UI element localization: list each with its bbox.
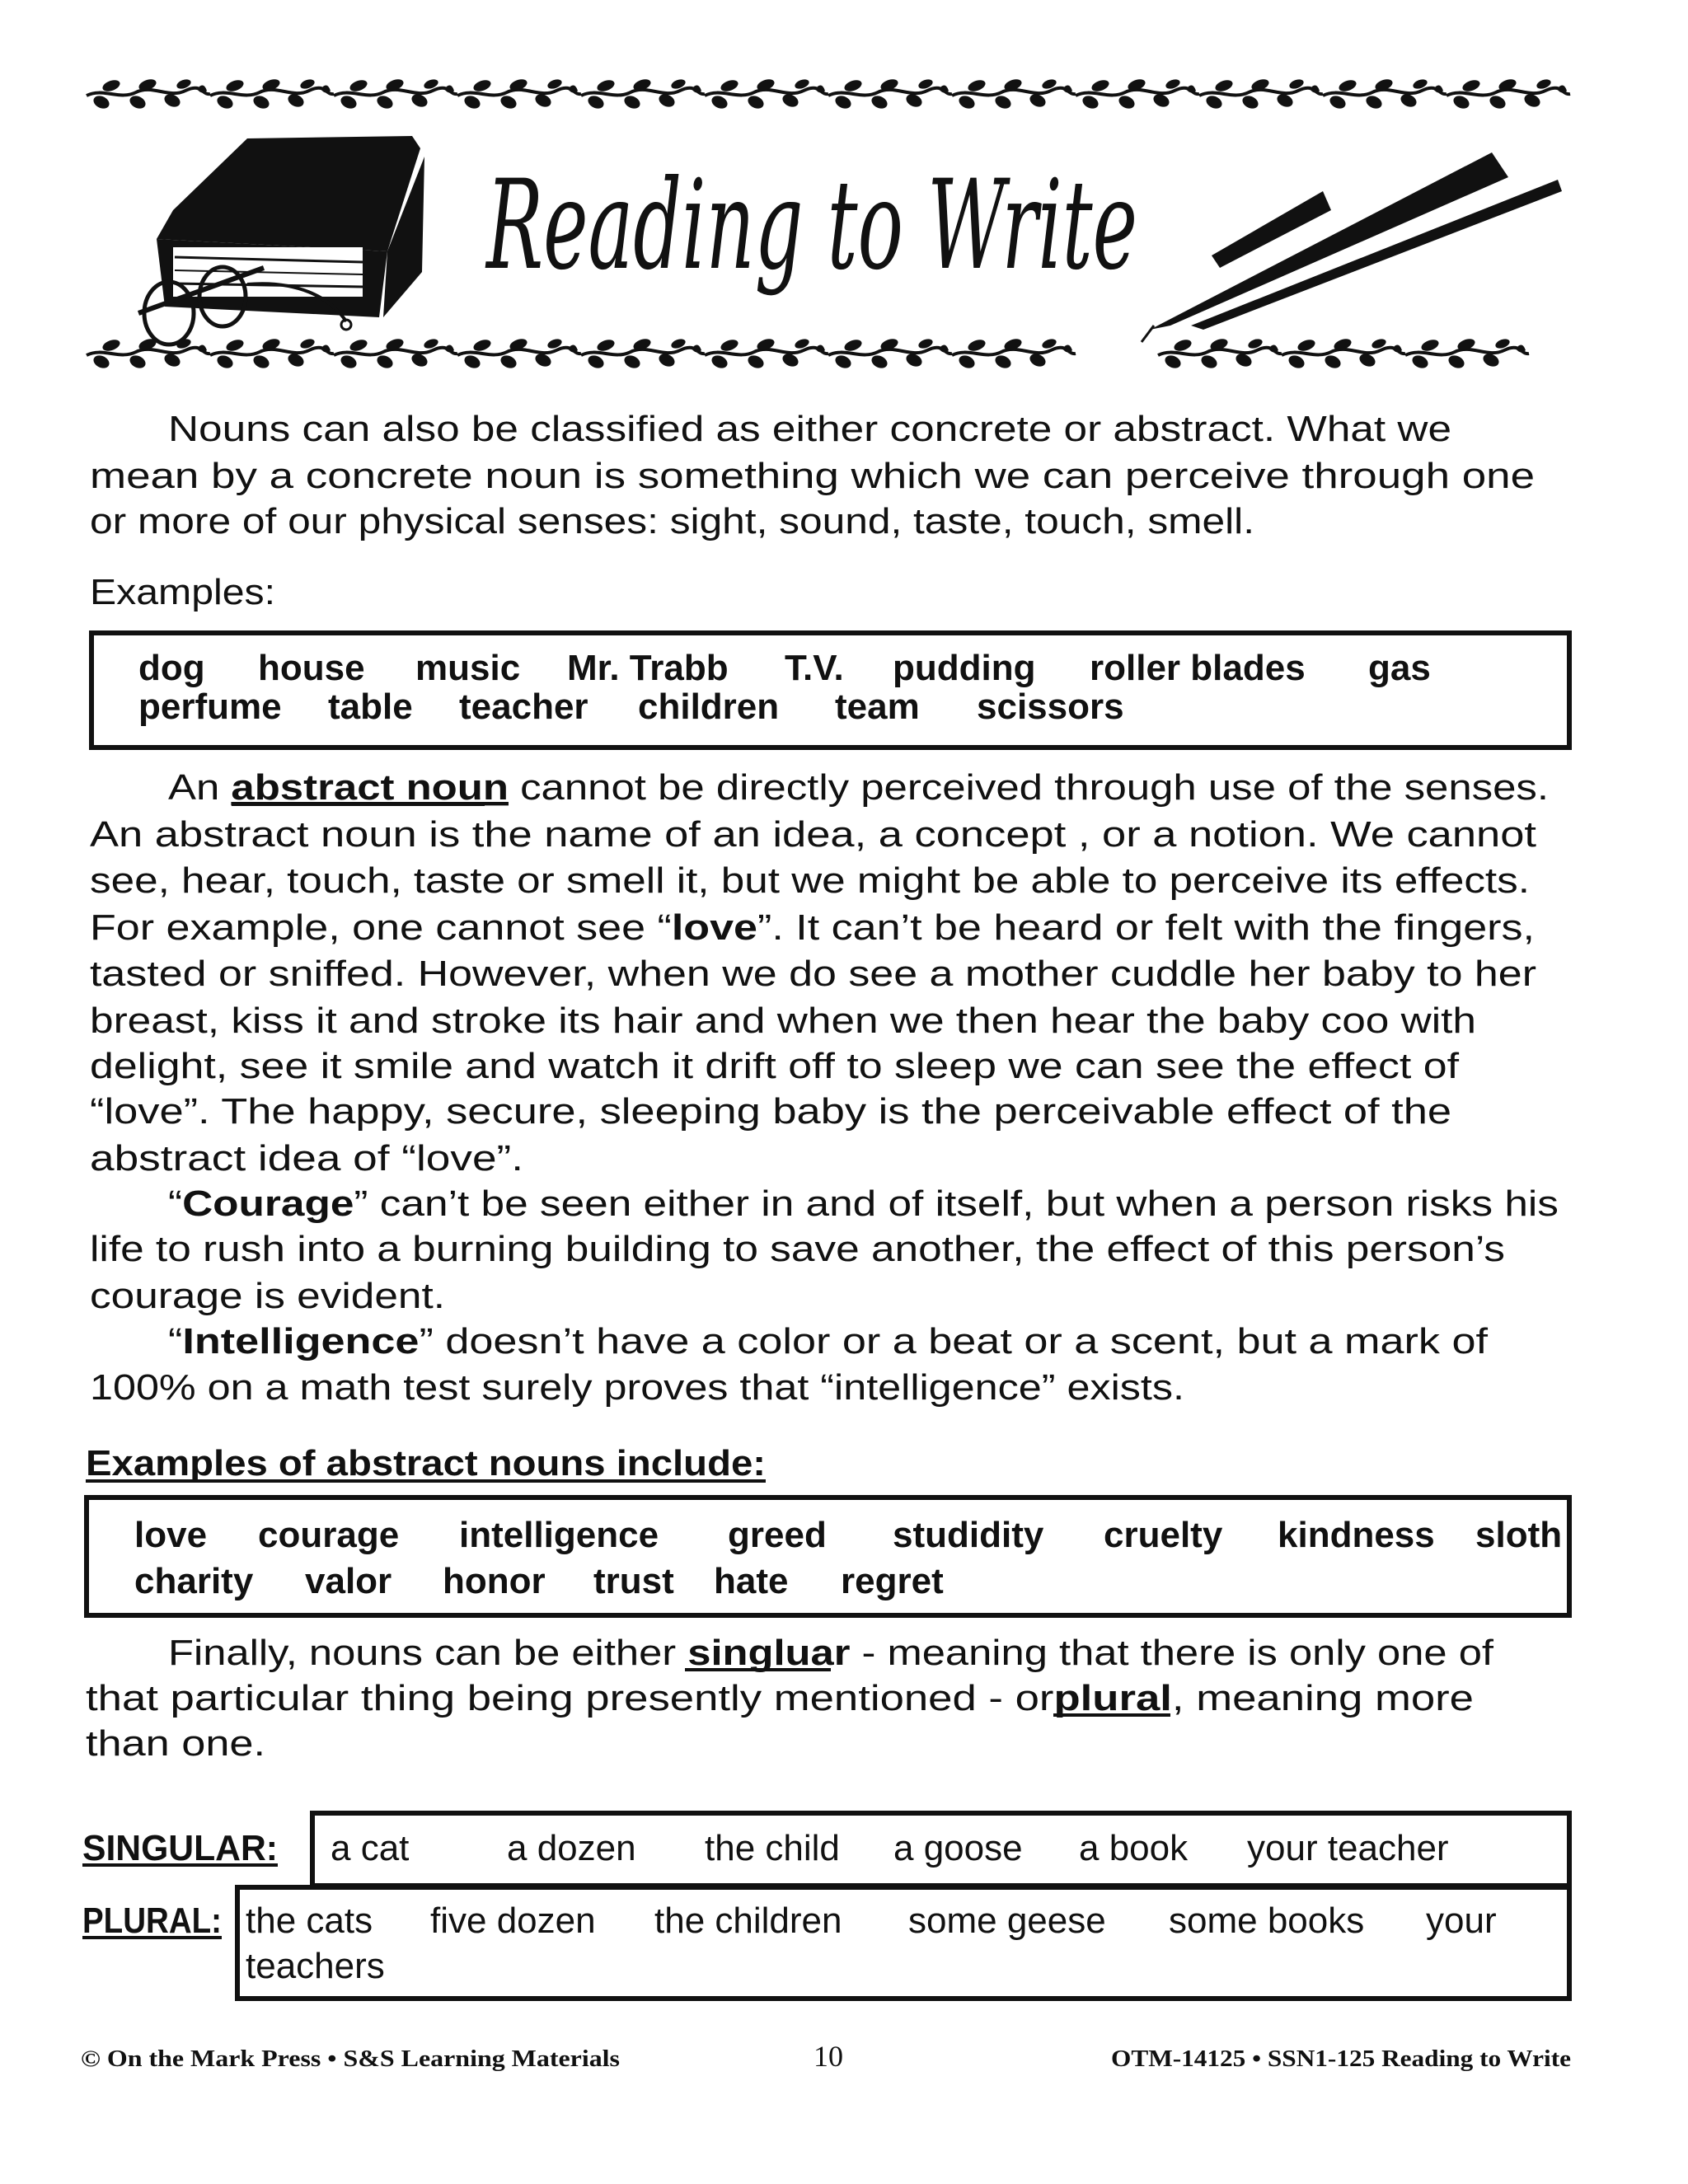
singular-plural-table xyxy=(82,1813,1569,1999)
text-run: Finally, nouns can be either xyxy=(168,1633,620,1673)
concrete-noun: music xyxy=(415,648,521,688)
text-run: ”. It can’t be heard or felt with the fingers, xyxy=(757,907,1415,948)
plural-item: the cats xyxy=(246,1900,373,1941)
concrete-noun: teacher xyxy=(459,687,588,727)
courage-line xyxy=(168,1183,1559,1224)
abstract-line: abstract idea of “love”. xyxy=(90,1138,523,1179)
plural-item: some books xyxy=(1169,1900,1365,1941)
abstract-noun: greed xyxy=(728,1515,827,1555)
abstract-noun: honor xyxy=(443,1561,546,1601)
text-run: “ xyxy=(168,1183,181,1224)
abstract-nouns-box xyxy=(87,1497,1569,1615)
bold-term-courage: Courage xyxy=(182,1183,330,1224)
footer-publisher: © On the Mark Press • S&S Learning Materials xyxy=(81,2046,621,2072)
abstract-line xyxy=(90,907,1535,948)
abstract-noun: charity xyxy=(134,1561,254,1601)
concrete-nouns-box xyxy=(91,633,1569,748)
intelligence-line: 100% on a math test surely proves that “intelligence” exists. xyxy=(90,1367,1185,1408)
singular-item: a goose xyxy=(893,1828,1023,1868)
concrete-noun: team xyxy=(835,687,920,727)
text-run: - meaning that there is only one of xyxy=(850,1633,1409,1673)
plural-item-wrap: teachers xyxy=(246,1946,385,1986)
concrete-noun: T.V. xyxy=(785,648,844,688)
abstract-noun: love xyxy=(134,1515,208,1555)
abstract-noun: intelligence xyxy=(459,1515,659,1555)
plural-term: plural xyxy=(1053,1678,1153,1718)
abstract-noun: valor xyxy=(305,1561,392,1601)
singular-item: a dozen xyxy=(507,1828,636,1868)
svg-text:charity valor xyxy=(134,1561,944,1601)
book-with-spectacles-icon xyxy=(138,136,424,344)
page-number: 10 xyxy=(814,2040,843,2073)
singular-term: singluar xyxy=(687,1633,829,1673)
concrete-noun: house xyxy=(258,648,365,688)
text-run: An xyxy=(168,767,223,808)
concrete-noun: roller blades xyxy=(1090,648,1306,688)
singular-label: SINGULAR: xyxy=(82,1828,278,1868)
singular-item: the child xyxy=(705,1828,840,1868)
concrete-noun: Mr. Trabb xyxy=(567,648,729,688)
courage-line: life to rush into a burning building to save another, the effect of this person’s xyxy=(90,1229,1506,1269)
svg-text:perfume table xyxy=(138,687,1124,727)
text-run: , meaning more xyxy=(1171,1678,1424,1718)
number-line: than one. xyxy=(86,1723,265,1764)
bottom-vine-border-icon xyxy=(87,337,1529,371)
abstract-line: breast, kiss it and stroke its hair and when we then hear the baby coo with xyxy=(90,1001,1476,1041)
bold-term-intelligence: Intelligence xyxy=(182,1321,382,1361)
svg-text:the cats five dozen xyxy=(246,1900,1497,1941)
plural-item: your xyxy=(1426,1900,1497,1941)
plural-item: five dozen xyxy=(430,1900,596,1941)
abstract-line: tasted or sniffed. However, when we do see a mother cuddle her baby to her xyxy=(90,954,1536,994)
text-run: “ xyxy=(168,1321,181,1361)
abstract-examples-heading: Examples of abstract nouns include: xyxy=(86,1443,766,1483)
abstract-noun: cruelty xyxy=(1104,1515,1223,1555)
plural-label: PLURAL: xyxy=(82,1900,222,1941)
text-run: that particular thing being presently mentioned - or xyxy=(86,1678,894,1718)
abstract-line xyxy=(168,767,1549,808)
abstract-line: delight, see it smile and watch it drift off to sleep we can see the effect of xyxy=(90,1046,1460,1086)
abstract-line: see, hear, touch, taste or smell it, but we might be able to perceive its effects. xyxy=(90,860,1530,901)
abstract-line: “love”. The happy, secure, sleeping baby is the perceivable effect of the xyxy=(90,1091,1451,1132)
abstract-noun: sloth xyxy=(1475,1515,1563,1555)
concrete-noun: children xyxy=(638,687,780,727)
abstract-noun: courage xyxy=(258,1515,400,1555)
fountain-pens-icon xyxy=(1142,152,1562,342)
text-run: cannot be directly perceived through use of the senses. xyxy=(508,767,1408,808)
intro-paragraph xyxy=(90,409,1535,612)
text-run: ” doesn’t have a color or a beat or a scent, but a mark of xyxy=(419,1321,1320,1361)
singular-item: your teacher xyxy=(1247,1828,1449,1868)
top-vine-border-icon xyxy=(87,77,1570,111)
number-line xyxy=(86,1678,1474,1718)
courage-line: courage is evident. xyxy=(90,1276,445,1316)
text-run: ” can’t be seen either in and of itself, but when a person risks his xyxy=(354,1183,1386,1224)
abstract-noun: hate xyxy=(714,1561,789,1601)
svg-text:dog house musi xyxy=(138,648,1431,688)
text-run: For example, one cannot see “ xyxy=(90,907,582,948)
abstract-noun: studidity xyxy=(893,1515,1044,1555)
intro-line: Nouns can also be classified as either concrete or abstract. What we xyxy=(168,409,1451,449)
abstract-noun-paragraphs xyxy=(86,767,1559,1483)
svg-text:love courage i xyxy=(134,1515,1562,1555)
concrete-noun: pudding xyxy=(893,648,1036,688)
concrete-noun: table xyxy=(328,687,413,727)
footer-product-code: OTM-14125 • SSN1-125 Reading to Write xyxy=(1111,2046,1571,2072)
svg-text:a cat a dozen xyxy=(331,1828,1449,1868)
bold-term-love: love xyxy=(671,907,744,948)
examples-label: Examples: xyxy=(90,572,275,612)
concrete-noun: scissors xyxy=(977,687,1124,727)
singular-item: a book xyxy=(1079,1828,1189,1868)
page-footer xyxy=(81,2040,1571,2073)
header-banner xyxy=(87,77,1570,371)
plural-item: the children xyxy=(654,1900,842,1941)
concrete-noun: dog xyxy=(138,648,205,688)
concrete-noun: perfume xyxy=(138,687,282,727)
singular-item: a cat xyxy=(331,1828,410,1868)
number-line xyxy=(168,1633,1494,1673)
concrete-noun: gas xyxy=(1368,648,1431,688)
abstract-noun: trust xyxy=(593,1561,674,1601)
intro-line: mean by a concrete noun is something which we can perceive through one xyxy=(90,456,1535,496)
abstract-noun: regret xyxy=(841,1561,944,1601)
abstract-line: An abstract noun is the name of an idea, a concept , or a notion. We cannot xyxy=(90,814,1536,855)
page-title: Reading to Write xyxy=(485,154,1137,298)
intro-line: or more of our physical senses: sight, sound, taste, touch, smell. xyxy=(90,501,1254,541)
intelligence-line xyxy=(168,1321,1489,1361)
plural-item: some geese xyxy=(908,1900,1106,1941)
abstract-noun-term: abstract noun xyxy=(231,767,471,808)
number-paragraph xyxy=(86,1633,1494,1764)
abstract-noun: kindness xyxy=(1278,1515,1435,1555)
